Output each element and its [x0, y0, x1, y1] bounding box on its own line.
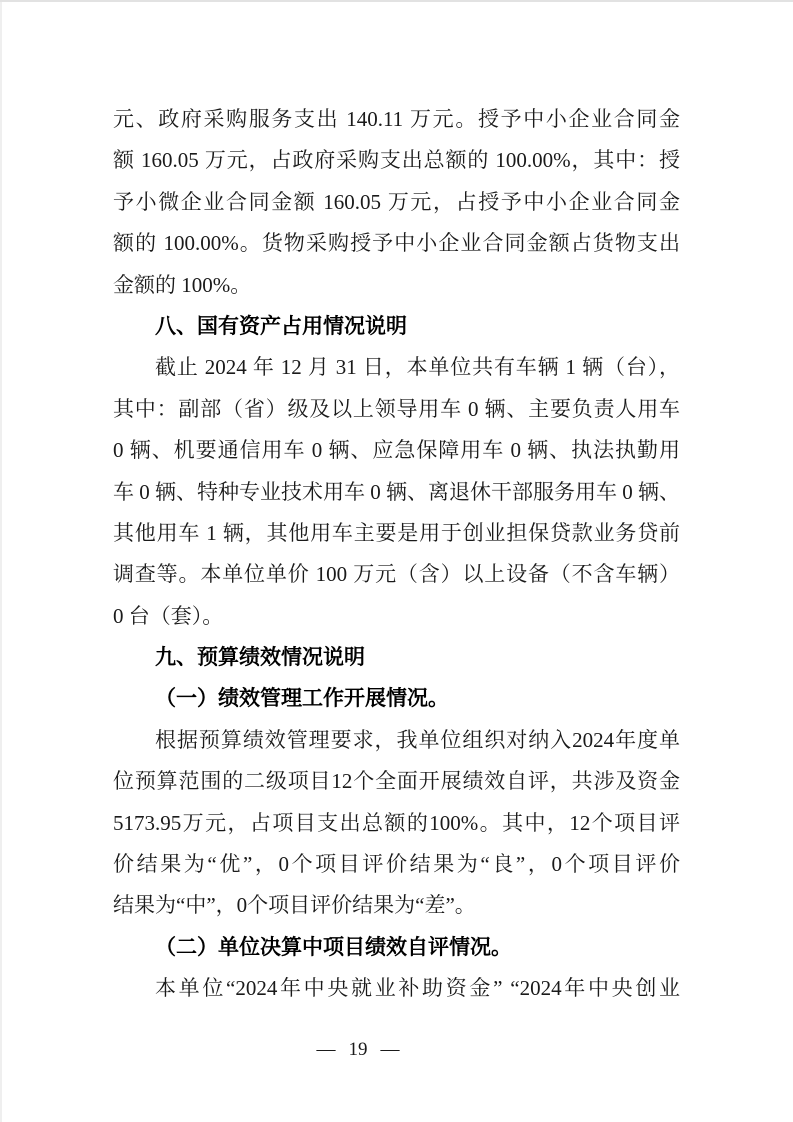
body-line: 予小微企业合同金额 160.05 万元，占授予中小企业合同金 — [113, 189, 680, 214]
body-line: 其中：副部（省）级及以上领导用车 0 辆、主要负责人用车 — [113, 396, 680, 421]
page-number: 19 — [348, 1039, 368, 1060]
section-heading-budget-performance: 九、预算绩效情况说明 — [155, 646, 365, 670]
subsection-heading-self-evaluation: （二）单位决算中项目绩效自评情况。 — [155, 935, 512, 959]
document-text-block — [113, 99, 680, 1010]
body-line: 其他用车 1 辆，其他用车主要是用于创业担保贷款业务贷前 — [113, 520, 680, 545]
section-heading-state-assets: 八、国有资产占用情况说明 — [155, 314, 407, 338]
body-line: 截止 2024 年 12 月 31 日，本单位共有车辆 1 辆（台）， — [155, 355, 680, 380]
body-line: 本单位“2024年中央就业补助资金” “2024年中央创业 — [155, 976, 680, 1001]
page-footer — [317, 1038, 400, 1062]
subsection-heading-performance-management: （一）绩效管理工作开展情况。 — [155, 687, 449, 711]
footer-dash-right: — — [380, 1039, 400, 1060]
body-line: 价结果为“优”，0个项目评价结果为“良”，0个项目评价 — [113, 852, 680, 877]
body-line: 调查等。本单位单价 100 万元（含）以上设备（不含车辆） — [113, 562, 680, 587]
body-line: 结果为“中”，0个项目评价结果为“差”。 — [113, 893, 476, 918]
body-line: 元、政府采购服务支出 140.11 万元。授予中小企业合同金 — [113, 107, 680, 131]
body-line: 金额的 100%。 — [113, 272, 252, 297]
body-line: 车 0 辆、特种专业技术用车 0 辆、离退休干部服务用车 0 辆、 — [113, 479, 680, 504]
body-line: 额 160.05 万元，占政府采购支出总额的 100.00%，其中：授 — [113, 148, 680, 173]
body-line: 0 台（套）。 — [113, 603, 224, 628]
body-line: 额的 100.00%。货物采购授予中小企业合同金额占货物支出 — [113, 231, 680, 256]
body-line: 0 辆、机要通信用车 0 辆、应急保障用车 0 辆、执法执勤用 — [113, 438, 680, 463]
body-line: 根据预算绩效管理要求，我单位组织对纳入2024年度单 — [155, 727, 680, 752]
body-line: 位预算范围的二级项目12个全面开展绩效自评，共涉及资金 — [113, 769, 680, 794]
body-line: 5173.95万元，占项目支出总额的100%。其中，12个项目评 — [113, 810, 680, 835]
footer-dash-left: — — [316, 1039, 336, 1060]
